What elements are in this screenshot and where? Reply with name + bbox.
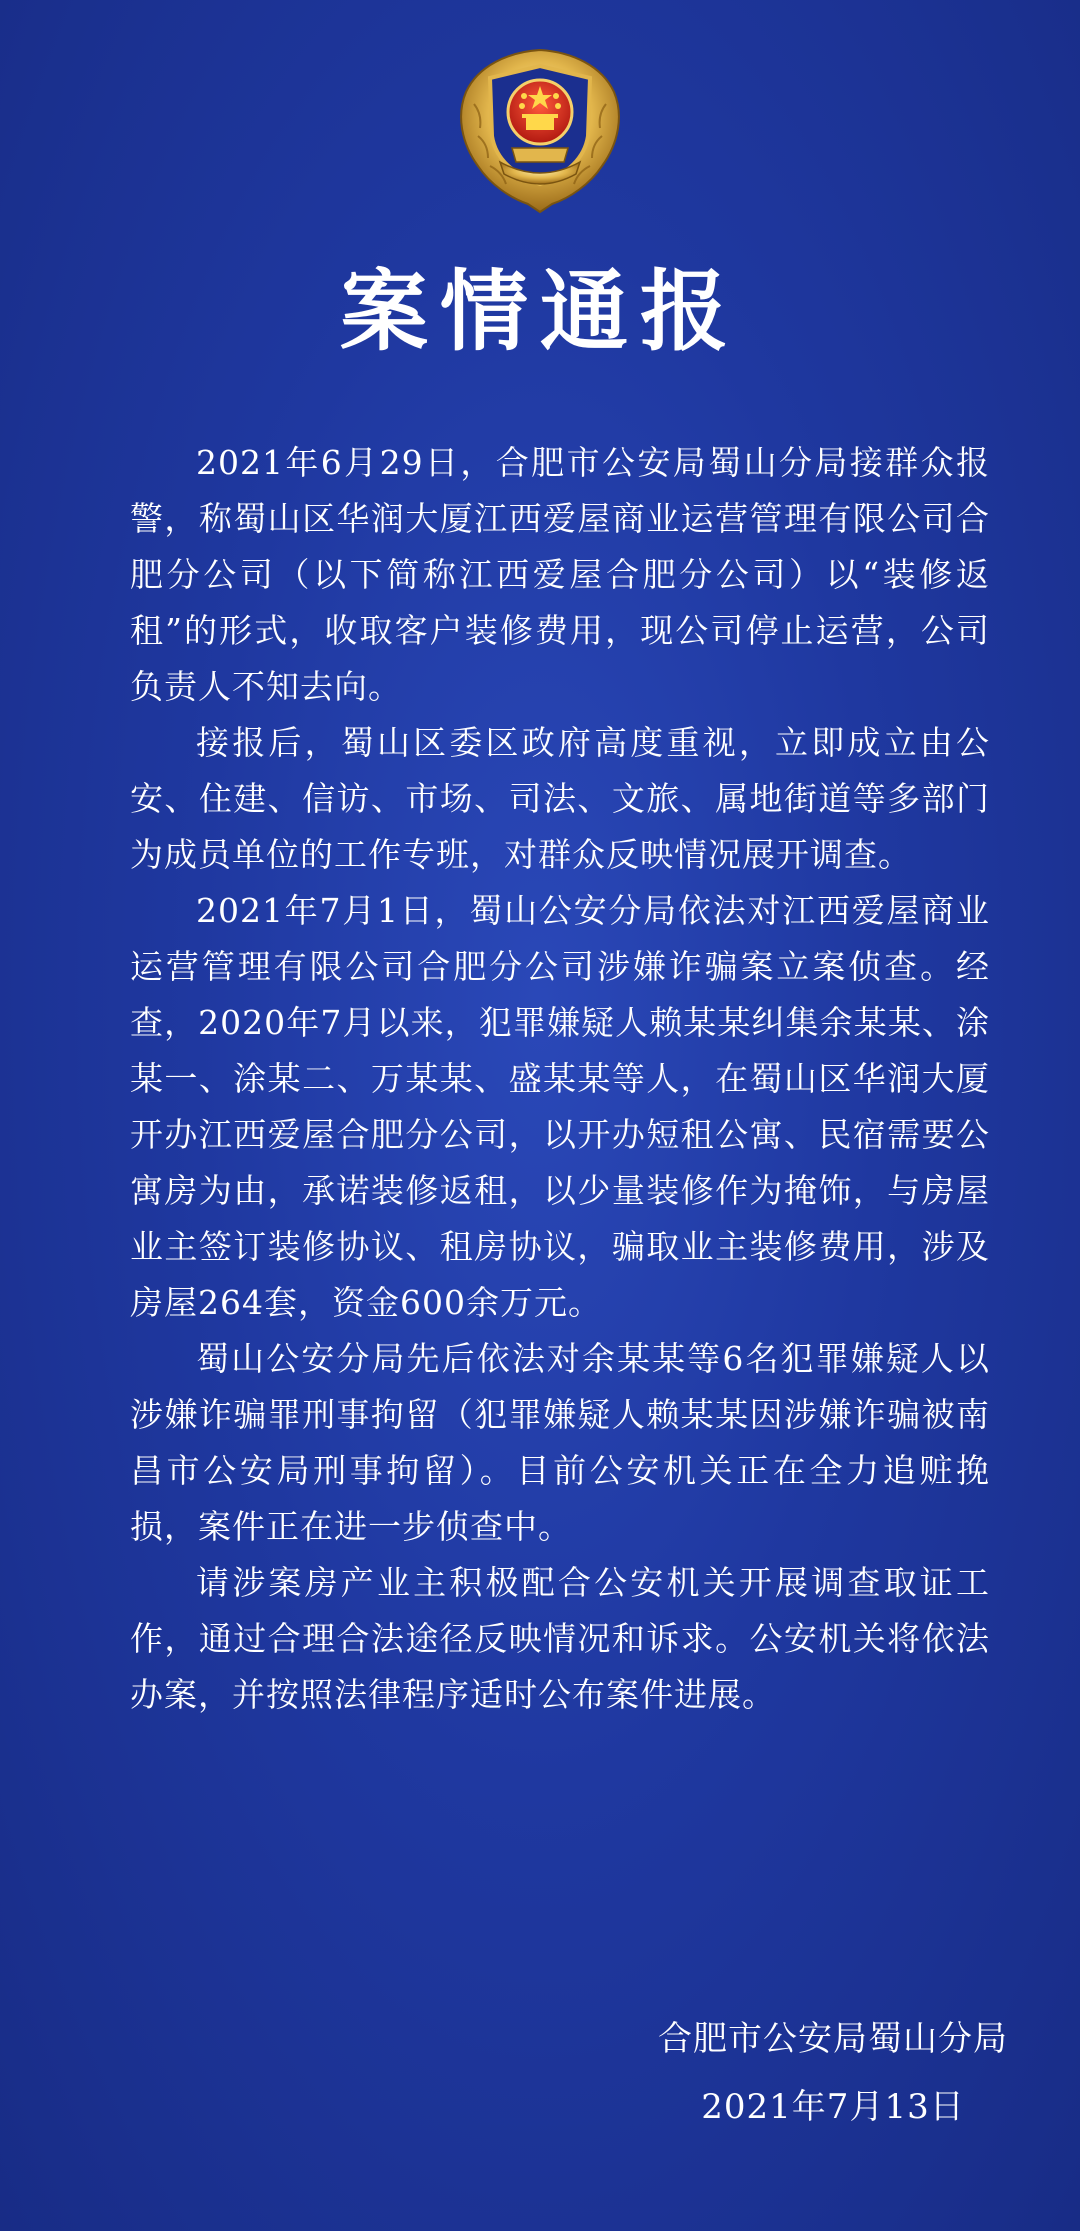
notice-body bbox=[130, 435, 990, 1723]
paragraph: 2021年7月1日，蜀山公安分局依法对江西爱屋商业运营管理有限公司合肥分公司涉嫌诈骗案立案侦查。经查，2020年7月以来，犯罪嫌疑人赖某某纠集余某某、涂某一、涂某二、万某某、盛某某等人，在蜀山区华润大厦开办江西爱屋合肥分公司，以开办短租公寓、民宿需要公寓房为由，承诺装修返租，以少量装修作为掩饰，与房屋业主签订装修协议、租房协议，骗取业主装修费用，涉及房屋264套，资金600余万元。 bbox=[130, 891, 990, 1322]
paragraph: 蜀山公安分局先后依法对余某某等6名犯罪嫌疑人以涉嫌诈骗罪刑事拘留（犯罪嫌疑人赖某某因涉嫌诈骗被南昌市公安局刑事拘留）。目前公安机关正在全力追赃挽损，案件正在进一步侦查中。 bbox=[130, 1339, 990, 1546]
issue-date: 2021年7月13日 bbox=[701, 2087, 965, 2127]
issuer-name: 合肥市公安局蜀山分局 bbox=[658, 2019, 1008, 2059]
paragraph: 请涉案房产业主积极配合公安机关开展调查取证工作，通过合理合法途径反映情况和诉求。公安机关将依法办案，并按照法律程序适时公布案件进展。 bbox=[130, 1563, 990, 1714]
signature-block bbox=[658, 2005, 1008, 2141]
paragraph: 2021年6月29日，合肥市公安局蜀山分局接群众报警，称蜀山区华润大厦江西爱屋商业运营管理有限公司合肥分公司（以下简称江西爱屋合肥分公司）以“装修返租”的形式，收取客户装修费用，现公司停止运营，公司负责人不知去向。 bbox=[130, 443, 990, 706]
police-emblem-icon bbox=[452, 44, 628, 220]
page-title: 案情通报 bbox=[339, 260, 740, 363]
paragraph: 接报后，蜀山区委区政府高度重视，立即成立由公安、住建、信访、市场、司法、文旅、属地街道等多部门为成员单位的工作专班，对群众反映情况展开调查。 bbox=[130, 723, 990, 874]
